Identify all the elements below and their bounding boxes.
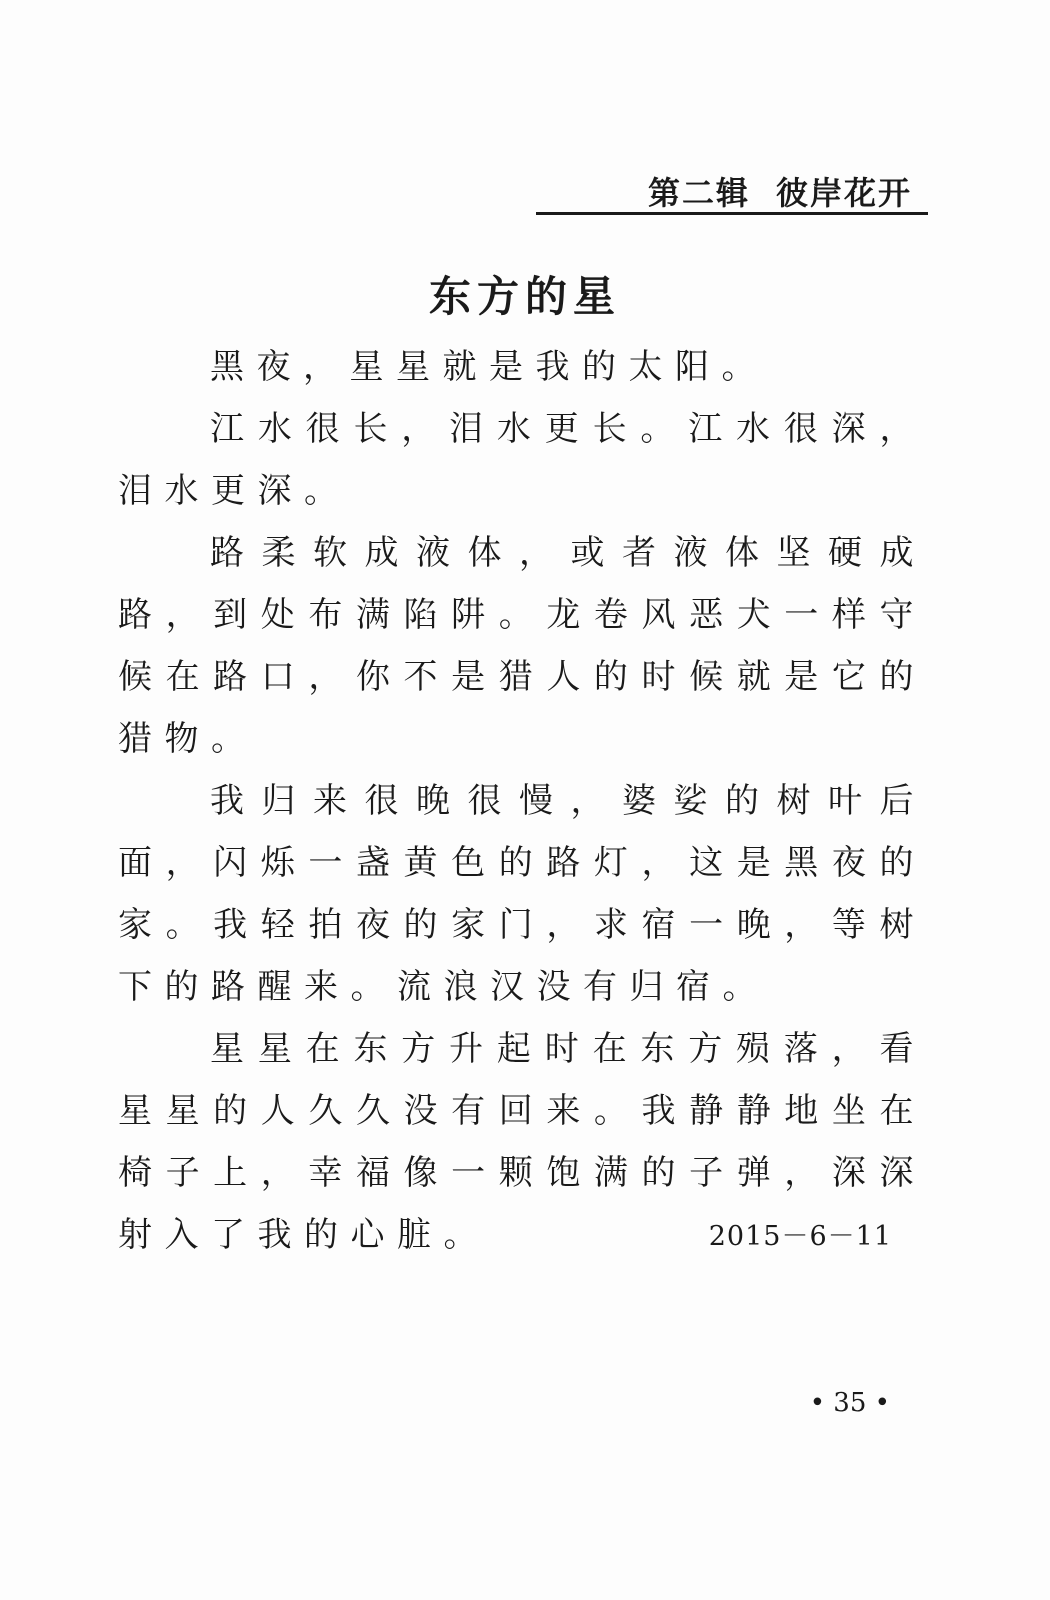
paragraph: 黑夜，星星就是我的太阳。 (210, 347, 768, 387)
paragraph: 路柔软成液体，或者液体坚硬成路，到处布满陷阱。龙卷风恶犬一样守候在路口，你不是猎人的时候就是它的猎物。 (118, 533, 926, 759)
section-label: 第二辑 (647, 174, 750, 212)
paragraph: 我归来很晚很慢，婆娑的树叶后面，闪烁一盏黄色的路灯，这是黑夜的家。我轻拍夜的家门，求宿一晚，等树下的路醒来。流浪汉没有归宿。 (118, 781, 926, 1007)
paragraph: 江水很长，泪水更长。江水很深，泪水更深。 (118, 409, 926, 511)
page-number: • 35 • (809, 1388, 890, 1418)
running-header (648, 168, 912, 214)
paragraph: 星星在东方升起时在东方殒落，看星星的人久久没有回来。我静静地坐在椅子上，幸福像一颗饱满的子弹，深深射入了我的心脏。 (118, 1029, 926, 1255)
header-rule (536, 212, 928, 215)
section-title: 彼岸花开 (775, 174, 912, 212)
article-body (118, 336, 926, 1266)
article-title: 东方的星 (428, 272, 621, 321)
article-date: 2015－6－11 (708, 1221, 892, 1252)
